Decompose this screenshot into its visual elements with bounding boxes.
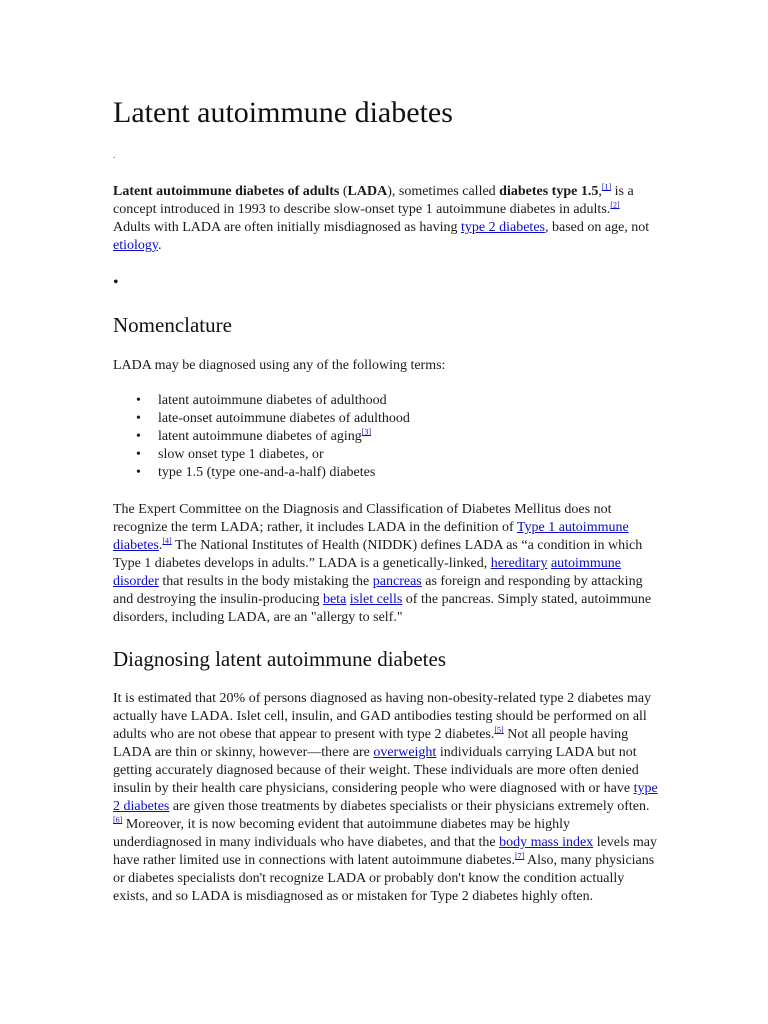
list-item: • latent autoimmune diabetes of adulthood (158, 392, 658, 410)
lone-bullet: • (113, 274, 119, 291)
body-text: individuals carrying LADA but not getting accurately diagnosed because of their weight. These individuals are more often denied insulin by their health care physicians, considering people who were diagnosed with or have (113, 745, 639, 796)
nomenclature-list (113, 392, 658, 482)
body-text: as foreign and responding by attacking and destroying the insulin-producing (113, 574, 643, 607)
list-item-text: latent autoimmune diabetes of aging (158, 429, 362, 444)
ref-link-5[interactable]: [5] (494, 725, 504, 735)
intro-text: ), sometimes called (387, 184, 500, 199)
body-text: levels may have rather limited use in connections with latent autoimmune diabetes. (113, 835, 657, 868)
intro-text: . (157, 238, 162, 253)
ref-link-6[interactable]: [6] (113, 815, 123, 825)
link-hereditary[interactable]: hereditary (490, 556, 548, 571)
list-item: • type 1.5 (type one-and-a-half) diabetes (158, 464, 658, 482)
link-etiology[interactable]: etiology (113, 238, 158, 253)
body-text: Moreover, it is now becoming evident that autoimmune diabetes may be highly underdiagnosed in many individuals who have diabetes, and that the (113, 817, 571, 850)
body-text: are given those treatments by diabetes specialists or their physicians extremely often. (169, 799, 650, 814)
intro-text: , based on age, not (545, 220, 650, 235)
link-pancreas[interactable]: pancreas (372, 574, 422, 589)
diagnosing-paragraph (113, 690, 658, 906)
link-beta[interactable]: beta (322, 592, 347, 607)
link-type-2-diabetes[interactable]: type 2 diabetes (113, 781, 658, 814)
list-item: • slow onset type 1 diabetes, or (158, 446, 658, 464)
ref-link-4[interactable]: [4] (162, 536, 172, 546)
intro-bold-alias: diabetes type 1.5 (499, 184, 599, 199)
body-text: The National Institutes of Health (NIDDK) defines LADA as “a condition in which Type 1 diabetes develops in adults.” LADA is a genetically-linked, (113, 538, 643, 571)
ref-link-2[interactable]: [2] (610, 200, 620, 210)
link-overweight[interactable]: overweight (373, 745, 437, 760)
section-heading-diagnosing: Diagnosing latent autoimmune diabetes (113, 647, 447, 671)
body-text: of the pancreas. Simply stated, autoimmune disorders, including LADA, are an "allergy to self." (113, 592, 652, 625)
body-text: The Expert Committee on the Diagnosis and Classification of Diabetes Mellitus does not recognize the term LADA; rather, it includes LADA in the definition of (113, 502, 612, 535)
intro-text: , (598, 184, 602, 199)
list-item (158, 428, 658, 446)
nomenclature-lead: LADA may be diagnosed using any of the following terms: (113, 358, 446, 373)
link-type-2-diabetes[interactable]: type 2 diabetes (461, 220, 545, 235)
ref-link-3[interactable]: [3] (361, 427, 372, 437)
expert-committee-paragraph (113, 501, 658, 627)
link-autoimmune-disorder[interactable]: autoimmune disorder (113, 556, 621, 589)
body-text: Not all people having LADA are thin or skinny, however—there are (113, 727, 629, 760)
intro-bold-term: Latent autoimmune diabetes of adults (113, 184, 340, 199)
body-text: It is estimated that 20% of persons diagnosed as having non-obesity-related type 2 diabetes may actually have LADA. Islet cell, insulin, and GAD antibodies testing should be performed on all adults who are not obese that appear to present with type 2 diabetes. (113, 691, 652, 742)
intro-paragraph (113, 183, 653, 255)
intro-bold-abbrev: LADA (347, 184, 388, 199)
ref-link-7[interactable]: [7] (515, 851, 525, 861)
title-dot: . (113, 150, 116, 161)
link-body-mass-index[interactable]: body mass index (499, 835, 594, 850)
section-heading-nomenclature: Nomenclature (113, 313, 232, 337)
intro-text: Adults with LADA are often initially misdiagnosed as having (113, 220, 462, 235)
body-text: . (158, 538, 163, 553)
link-islet-cells[interactable]: islet cells (349, 592, 403, 607)
body-text: Also, many physicians or diabetes specialists don't recognize LADA or probably don't know the condition actually exists, and so LADA is misdiagnosed as or mistaken for Type 2 diabetes highly often. (113, 853, 655, 904)
link-type-1-autoimmune-diabetes[interactable]: Type 1 autoimmune diabetes (113, 520, 629, 553)
page-title: Latent autoimmune diabetes (113, 96, 453, 129)
ref-link-1[interactable]: [1] (601, 182, 612, 192)
body-text: that results in the body mistaking the (158, 574, 373, 589)
intro-text: is a concept introduced in 1993 to describe slow-onset type 1 autoimmune diabetes in adults. (113, 184, 634, 217)
list-item: • late-onset autoimmune diabetes of adulthood (158, 410, 658, 428)
intro-text: ( (339, 184, 348, 199)
